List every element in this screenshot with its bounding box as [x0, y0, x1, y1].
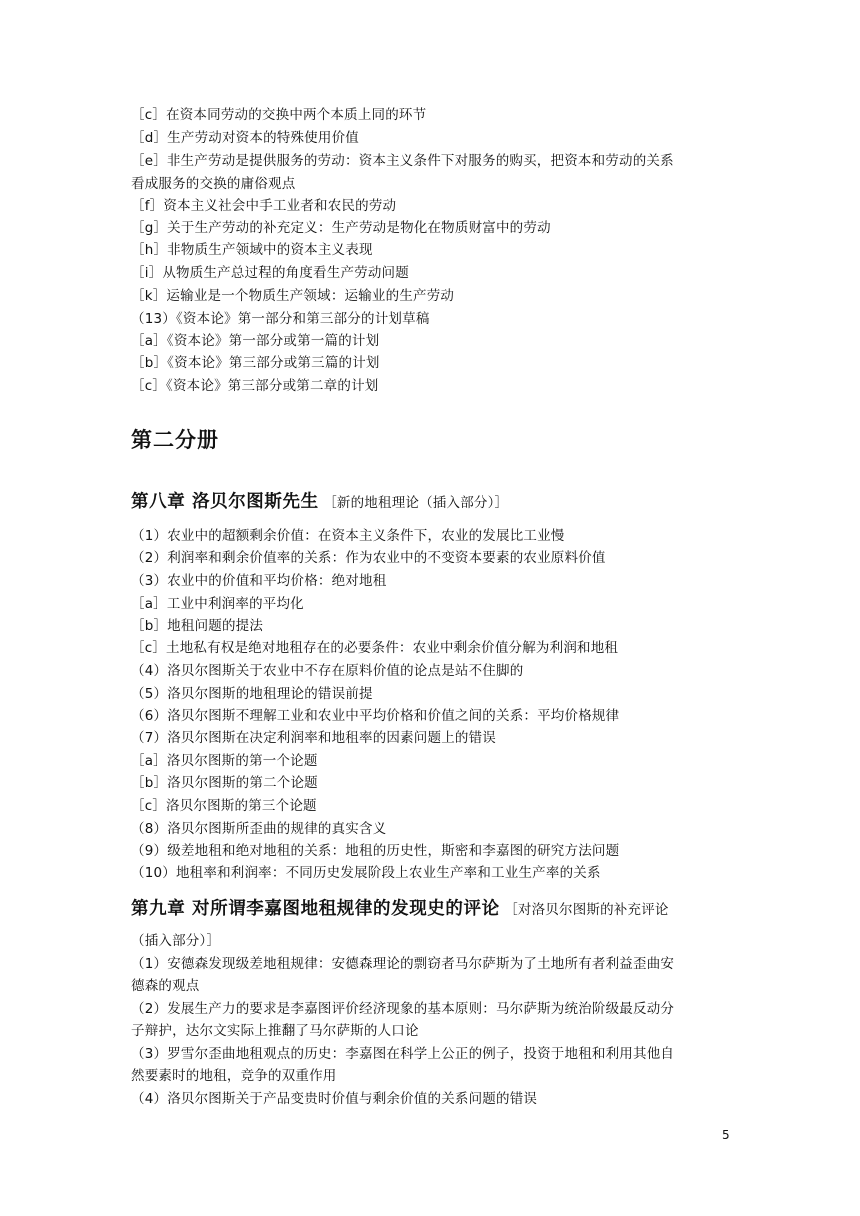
list-item: ［g］关于生产劳动的补充定义：生产劳动是物化在物质财富中的劳动: [131, 220, 551, 236]
chapter-title: 第八章 洛贝尔图斯先生: [131, 492, 319, 512]
list-item: ［h］非物质生产领域中的资本主义表现: [131, 242, 373, 258]
list-item: （5）洛贝尔图斯的地租理论的错误前提: [131, 686, 373, 702]
list-item-continuation: 德森的观点: [131, 978, 200, 994]
list-item: ［c］洛贝尔图斯的第三个论题: [131, 798, 317, 814]
list-item: ［b］洛贝尔图斯的第二个论题: [131, 775, 318, 791]
list-item: ［i］从物质生产总过程的角度看生产劳动问题: [131, 265, 409, 281]
list-item-continuation: 子辩护，达尔文实际上推翻了马尔萨斯的人口论: [131, 1023, 419, 1039]
chapter-note: ［对洛贝尔图斯的补充评论: [504, 902, 669, 918]
list-item: ［b］《资本论》第三部分或第三篇的计划: [131, 355, 380, 371]
list-item: （1）安德森发现级差地租规律：安德森理论的剽窃者马尔萨斯为了土地所有者利益歪曲安: [131, 956, 675, 972]
list-item: （10）地租率和利润率：不同历史发展阶段上农业生产率和工业生产率的关系: [131, 865, 601, 881]
chapter-heading: [131, 896, 731, 923]
chapter-note-continuation: （插入部分）］: [131, 933, 221, 949]
list-item: ［d］生产劳动对资本的特殊使用价值: [131, 130, 359, 146]
list-item: （1）农业中的超额剩余价值：在资本主义条件下，农业的发展比工业慢: [131, 528, 565, 544]
list-item: ［e］非生产劳动是提供服务的劳动：资本主义条件下对服务的购买，把资本和劳动的关系: [131, 153, 674, 169]
chapter-title: 第九章 对所谓李嘉图地租规律的发现史的评论: [131, 899, 500, 919]
list-item: ［a］工业中利润率的平均化: [131, 596, 304, 612]
part-title: 第二分册: [131, 428, 219, 452]
list-item: （9）级差地租和绝对地租的关系：地租的历史性，斯密和李嘉图的研究方法问题: [131, 843, 620, 859]
list-item-continuation: 然要素时的地租，竞争的双重作用: [131, 1068, 337, 1084]
list-item: ［b］地租问题的提法: [131, 618, 264, 634]
list-item: （3）罗雪尔歪曲地租观点的历史：李嘉图在科学上公正的例子，投资于地租和利用其他自: [131, 1046, 675, 1062]
list-item: （6）洛贝尔图斯不理解工业和农业中平均价格和价值之间的关系：平均价格规律: [131, 708, 620, 724]
list-item: ［c］《资本论》第三部分或第二章的计划: [131, 378, 379, 394]
list-item: （8）洛贝尔图斯所歪曲的规律的真实含义: [131, 821, 387, 837]
list-item-continuation: 看成服务的交换的庸俗观点: [131, 176, 296, 192]
list-item: （2）发展生产力的要求是李嘉图评价经济现象的基本原则：马尔萨斯为统治阶级最反动分: [131, 1001, 675, 1017]
list-item: （2）利润率和剩余价值率的关系：作为农业中的不变资本要素的农业原料价值: [131, 550, 606, 566]
list-item: （4）洛贝尔图斯关于产品变贵时价值与剩余价值的关系问题的错误: [131, 1091, 538, 1107]
chapter-heading: [131, 489, 731, 516]
list-item: ［k］运输业是一个物质生产领域：运输业的生产劳动: [131, 288, 455, 304]
page-number: 5: [722, 1128, 730, 1142]
chapter-note: ［新的地租理论（插入部分）］: [323, 495, 509, 511]
list-item: （13）《资本论》第一部分和第三部分的计划草稿: [131, 311, 430, 327]
list-item: ［f］资本主义社会中手工业者和农民的劳动: [131, 198, 397, 214]
list-item: ［a］洛贝尔图斯的第一个论题: [131, 753, 318, 769]
list-item: （4）洛贝尔图斯关于农业中不存在原料价值的论点是站不住脚的: [131, 663, 524, 679]
list-item: （3）农业中的价值和平均价格：绝对地租: [131, 573, 387, 589]
list-item: （7）洛贝尔图斯在决定利润率和地租率的因素问题上的错误: [131, 730, 496, 746]
list-item: ［a］《资本论》第一部分或第一篇的计划: [131, 333, 380, 349]
list-item: ［c］在资本同劳动的交换中两个本质上同的环节: [131, 107, 427, 123]
list-item: ［c］土地私有权是绝对地租存在的必要条件：农业中剩余价值分解为利润和地租: [131, 640, 619, 656]
